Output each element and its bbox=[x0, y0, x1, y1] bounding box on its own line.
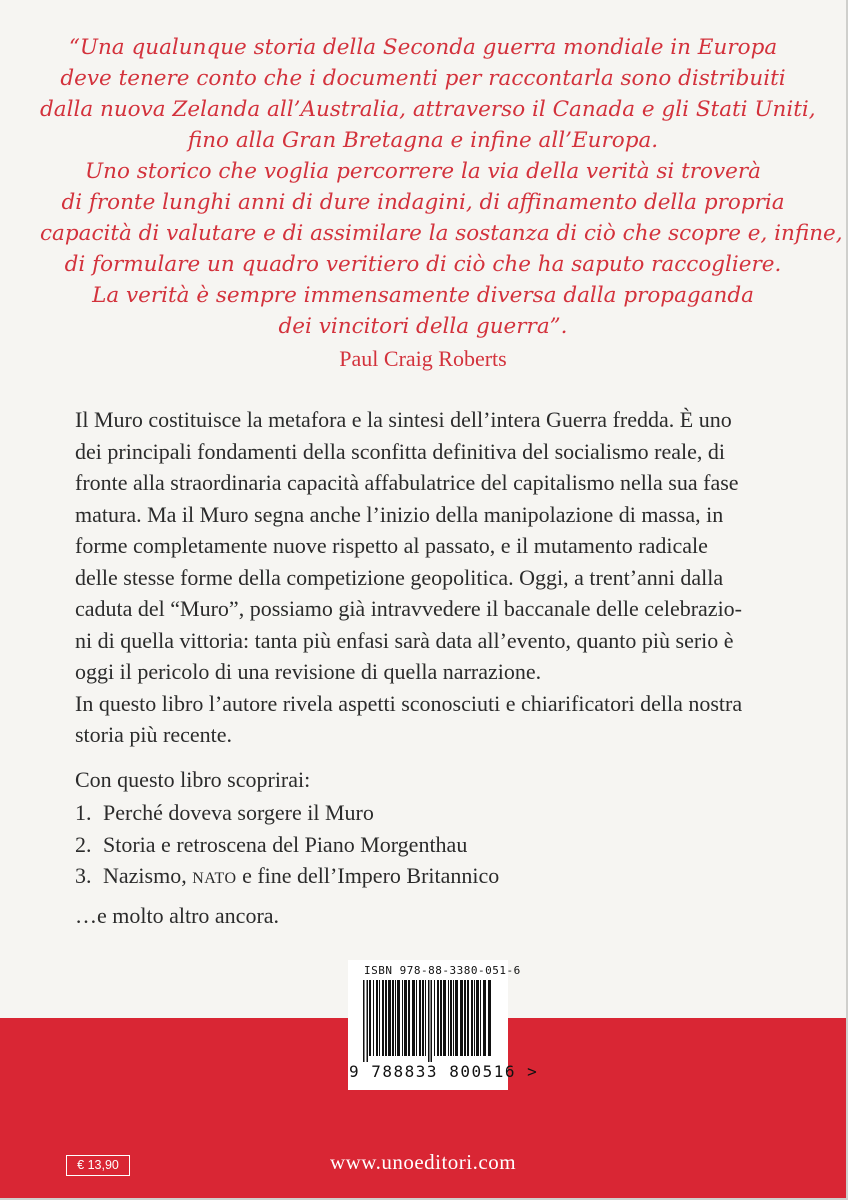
barcode-bar bbox=[450, 980, 452, 1056]
barcode-bar bbox=[431, 980, 433, 1062]
barcode-bar bbox=[453, 980, 454, 1056]
blurb-line: forme completamente nuove rispetto al passato, e il mutamento radicale bbox=[75, 533, 708, 558]
list-item bbox=[75, 829, 499, 861]
publisher-website: www.unoeditori.com bbox=[329, 1150, 517, 1174]
blurb-line: caduta del “Muro”, possiamo già intravvedere il baccanale delle celebrazio- bbox=[75, 596, 743, 621]
barcode-bar bbox=[408, 980, 410, 1056]
barcode-bar bbox=[464, 980, 466, 1056]
list-item bbox=[75, 860, 499, 895]
quote-line: La verità è sempre immensamente diversa dalla propaganda bbox=[92, 283, 754, 308]
barcode-bar bbox=[385, 980, 387, 1056]
barcode-bar bbox=[425, 980, 426, 1056]
barcode-bar bbox=[395, 980, 396, 1056]
barcode-bar bbox=[379, 980, 380, 1056]
epigraph-quote bbox=[40, 32, 843, 342]
blurb-line: matura. Ma il Muro segna anche l’inizio della manipolazione di massa, in bbox=[75, 501, 724, 527]
quote-line: fino alla Gran Bretagna e infine all’Europa. bbox=[187, 128, 659, 153]
blurb-line: delle stesse forme della competizione geopolitica. Oggi, a trent’anni dalla bbox=[75, 564, 724, 590]
barcode-bar bbox=[422, 980, 424, 1056]
barcode-bar bbox=[428, 980, 430, 1062]
barcode-bar bbox=[448, 980, 449, 1056]
barcode-bar bbox=[471, 980, 473, 1056]
list-text: Perché doveva sorgere il Muro bbox=[103, 800, 374, 825]
list-text-pre: Nazismo, bbox=[103, 863, 193, 888]
barcode-bar bbox=[404, 980, 407, 1056]
blurb-line: In questo libro l’autore rivela aspetti sconosciuti e chiarificatori della nostra bbox=[75, 690, 743, 716]
barcode-bar bbox=[419, 980, 421, 1056]
barcode-bar bbox=[392, 980, 394, 1056]
quote-line: capacità di valutare e di assimilare la sostanza di ciò che scopre e, infine, bbox=[40, 221, 843, 246]
quote-line: di fronte lunghi anni di dure indagini, di affinamento della propria bbox=[61, 190, 785, 215]
barcode-bar bbox=[440, 980, 442, 1056]
barcode-bar bbox=[437, 980, 439, 1056]
blurb-line: Il Muro costituisce la metafora e la sintesi dell’intera Guerra fredda. È uno bbox=[75, 407, 732, 432]
blurb-line: dei principali fondamenti della sconfitta definitiva del socialismo reale, di bbox=[75, 438, 726, 464]
barcode-bar bbox=[412, 980, 415, 1056]
barcode-bar bbox=[476, 980, 479, 1056]
closing-line: …e molto altro ancora. bbox=[75, 903, 280, 928]
barcode-bar bbox=[376, 980, 378, 1056]
barcode-bar bbox=[367, 980, 369, 1062]
list-text-acronym: NATO bbox=[192, 870, 237, 887]
barcode-bar bbox=[483, 980, 486, 1056]
isbn-label: ISBN 978-88-3380-051-6 bbox=[364, 964, 521, 977]
quote-author: Paul Craig Roberts bbox=[339, 346, 507, 371]
barcode-bar bbox=[382, 980, 384, 1056]
list-number: 3. bbox=[75, 863, 92, 888]
barcode-bar bbox=[488, 980, 491, 1056]
blurb-text bbox=[75, 404, 780, 751]
blurb-line: storia più recente. bbox=[75, 722, 232, 747]
barcode-bar bbox=[474, 980, 475, 1056]
list-number: 2. bbox=[75, 831, 92, 857]
barcode-bar bbox=[388, 980, 391, 1056]
list-number: 1. bbox=[75, 800, 92, 825]
quote-line: “Una qualunque storia della Seconda guerra mondiale in Europa bbox=[68, 35, 778, 60]
list-item bbox=[75, 797, 499, 829]
barcode-bar bbox=[443, 980, 446, 1056]
list-text: Storia e retroscena del Piano Morgenthau bbox=[103, 831, 468, 857]
barcode-digits: 9 788833 800516 > bbox=[349, 1062, 539, 1081]
quote-line: dei vincitori della guerra”. bbox=[278, 314, 568, 339]
list-text-post: e fine dell’Impero Britannico bbox=[236, 863, 500, 888]
blurb-line: fronte alla straordinaria capacità affabulatrice del capitalismo nella sua fase bbox=[75, 470, 739, 495]
barcode-bar bbox=[416, 980, 417, 1056]
barcode-bar bbox=[402, 980, 403, 1056]
blurb-line: ni di quella vittoria: tanta più enfasi sarà data all’evento, quanto più serio è bbox=[75, 627, 734, 653]
price-tag: € 13,90 bbox=[66, 1155, 130, 1176]
barcode-icon bbox=[363, 980, 495, 1062]
quote-line: deve tenere conto che i documenti per raccontarla sono distribuiti bbox=[60, 66, 786, 91]
barcode-bar bbox=[455, 980, 458, 1056]
barcode-bar bbox=[397, 980, 400, 1056]
quote-line: di formulare un quadro veritiero di ciò che ha saputo raccogliere. bbox=[64, 252, 782, 277]
barcode-bar bbox=[434, 980, 435, 1056]
barcode-bar bbox=[363, 980, 365, 1062]
blurb-line: oggi il pericolo di una revisione di quella narrazione. bbox=[75, 659, 542, 684]
barcode-bar bbox=[373, 980, 374, 1056]
barcode-bar bbox=[480, 980, 481, 1056]
quote-line: dalla nuova Zelanda all’Australia, attraverso il Canada e gli Stati Uniti, bbox=[40, 97, 816, 122]
topics-list bbox=[75, 797, 499, 895]
barcode-bar bbox=[460, 980, 463, 1056]
list-title: Con questo libro scoprirai: bbox=[75, 767, 311, 792]
barcode-bar bbox=[467, 980, 469, 1056]
quote-line: Uno storico che voglia percorrere la via della verità si troverà bbox=[85, 159, 761, 184]
barcode-bar bbox=[369, 980, 371, 1056]
